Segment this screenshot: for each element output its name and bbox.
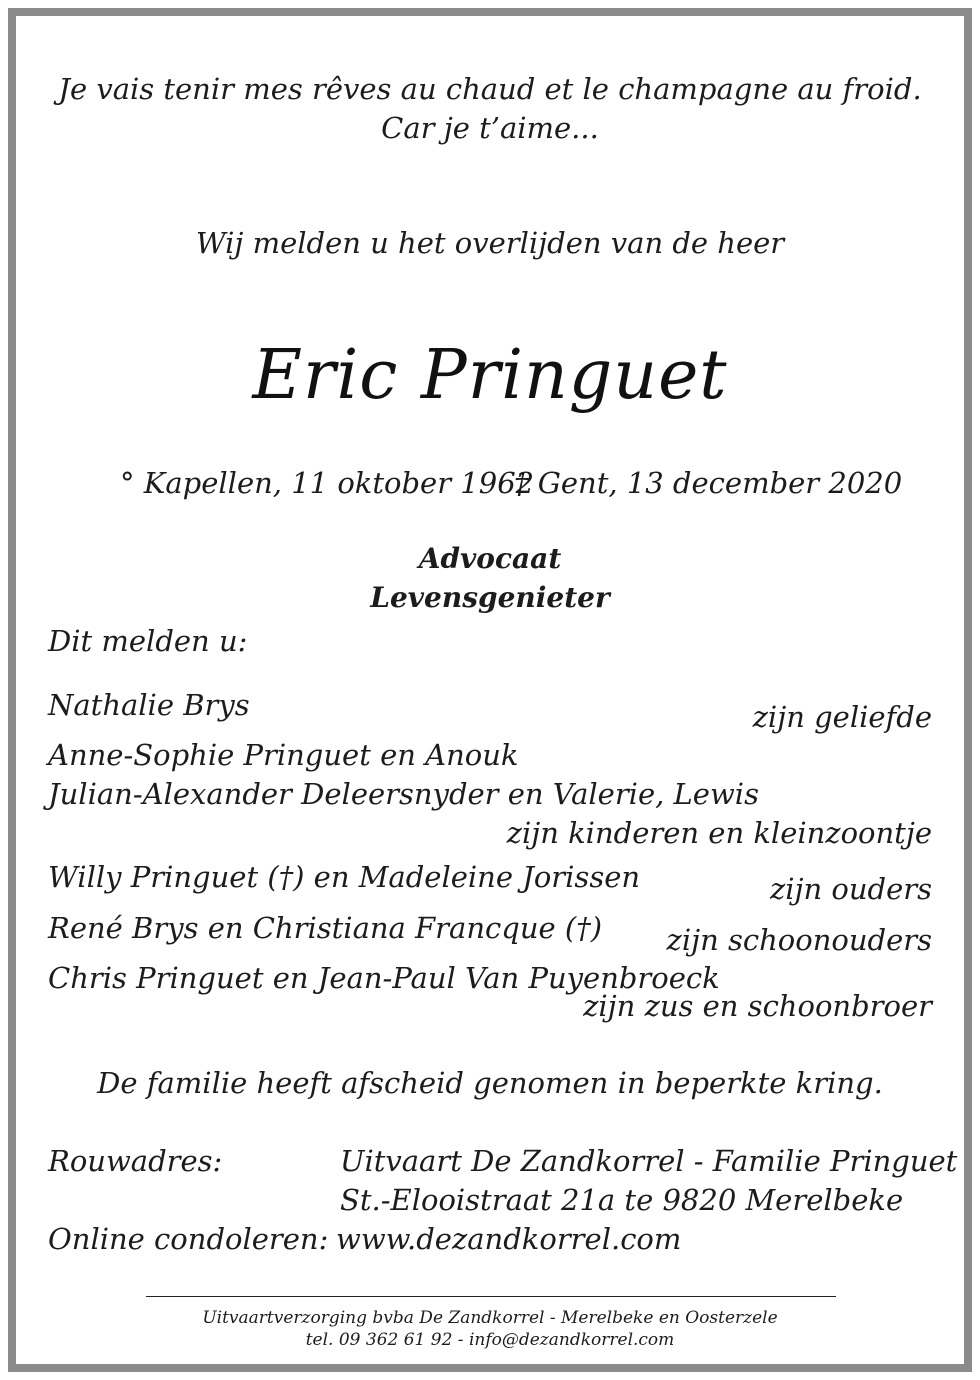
announcer-relation: zijn ouders: [769, 872, 932, 906]
footer-company: Uitvaartverzorging bvba De Zandkorrel - Merelbeke en Oosterzele: [202, 1308, 778, 1328]
announcer-name: René Brys en Christiana Francque (†): [48, 911, 603, 945]
deceased-name: Eric Pringuet: [252, 336, 728, 415]
quote-line-2: Car je t’aime...: [381, 111, 599, 145]
announcer-name: Chris Pringuet en Jean-Paul Van Puyenbroeck: [48, 961, 720, 995]
announcer-relation: zijn kinderen en kleinzoontje: [506, 816, 932, 850]
quote-line-1: Je vais tenir mes rêves au chaud et le champagne au froid.: [58, 72, 922, 106]
announcer-relation: zijn zus en schoonbroer: [583, 989, 932, 1023]
title-epithet: Levensgenieter: [370, 581, 610, 614]
announcer-name: Julian-Alexander Deleersnyder en Valerie, Lewis: [48, 777, 759, 811]
announcers-heading: Dit melden u:: [48, 624, 248, 658]
birth-info: ° Kapellen, 11 oktober 1962: [120, 466, 535, 500]
announcer-name: Willy Pringuet (†) en Madeleine Jorissen: [48, 860, 641, 894]
announcer-name: Nathalie Brys: [48, 688, 250, 722]
footer-contact: tel. 09 362 61 92 - info@dezandkorrel.com: [305, 1330, 675, 1350]
online-label: Online condoleren:: [48, 1222, 329, 1256]
address-line-1: Uitvaart De Zandkorrel - Familie Pringuet: [340, 1144, 958, 1178]
title-profession: Advocaat: [418, 542, 562, 575]
farewell-text: De familie heeft afscheid genomen in beperkte kring.: [97, 1066, 883, 1100]
online-url[interactable]: www.dezandkorrel.com: [336, 1222, 682, 1256]
address-label: Rouwadres:: [48, 1144, 223, 1178]
death-info: † Gent, 13 december 2020: [514, 466, 903, 500]
announcer-name: Anne-Sophie Pringuet en Anouk: [48, 738, 519, 772]
announcer-relation: zijn schoonouders: [666, 923, 932, 957]
intro-text: Wij melden u het overlijden van de heer: [195, 226, 785, 260]
announcer-relation: zijn geliefde: [752, 700, 932, 734]
footer-divider: [146, 1296, 836, 1297]
address-line-2: St.-Elooistraat 21a te 9820 Merelbeke: [340, 1183, 904, 1217]
